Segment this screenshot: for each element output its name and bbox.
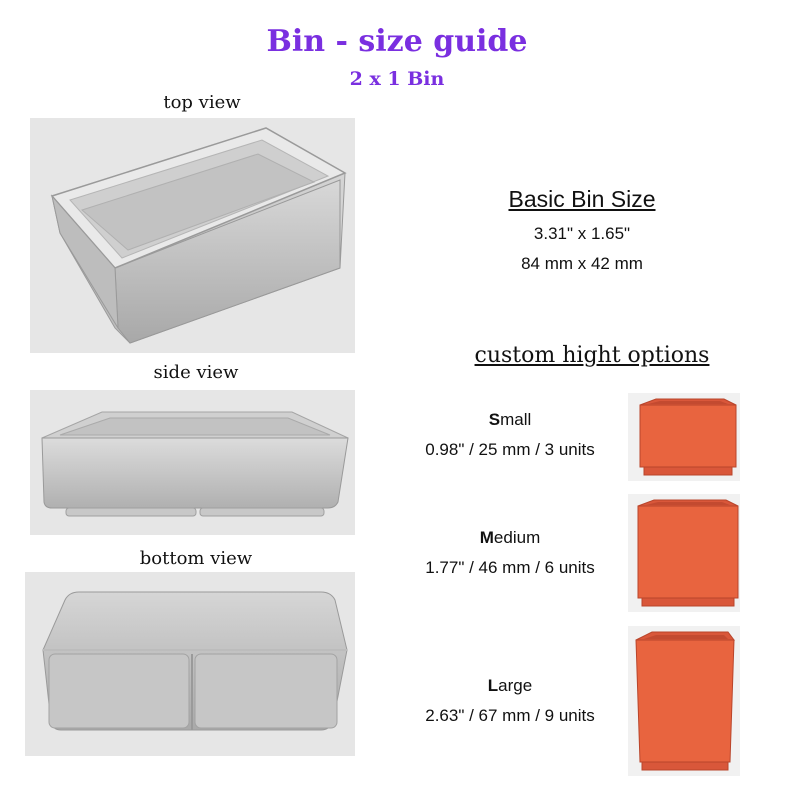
basic-bin-size-title: Basic Bin Size bbox=[508, 186, 656, 212]
small-bin-illustration bbox=[628, 393, 740, 481]
size-large-dims: 2.63" / 67 mm / 9 units bbox=[425, 706, 595, 725]
bottom-view-bin-illustration bbox=[25, 572, 355, 756]
side-view-label: side view bbox=[153, 362, 239, 383]
size-medium-dims: 1.77" / 46 mm / 6 units bbox=[425, 558, 595, 577]
custom-height-title: custom hight options bbox=[474, 343, 710, 368]
page-subtitle: 2 x 1 Bin bbox=[349, 68, 445, 90]
top-view-image bbox=[30, 118, 355, 353]
small-bin-image bbox=[628, 393, 740, 481]
basic-size-inches: 3.31" x 1.65" bbox=[533, 224, 631, 243]
top-view-label: top view bbox=[163, 92, 241, 113]
top-view-bin-illustration bbox=[30, 118, 355, 353]
medium-bin-image bbox=[628, 494, 740, 612]
size-medium-initial: M bbox=[479, 528, 494, 547]
size-large-initial: L bbox=[487, 676, 499, 695]
size-small-dims: 0.98" / 25 mm / 3 units bbox=[425, 440, 595, 459]
large-bin-image bbox=[628, 626, 740, 776]
basic-size-mm: 84 mm x 42 mm bbox=[521, 254, 643, 273]
size-large-name bbox=[385, 676, 635, 696]
size-small-name bbox=[385, 410, 635, 430]
bottom-view-image bbox=[25, 572, 355, 756]
size-medium-rest: edium bbox=[493, 528, 541, 547]
medium-bin-illustration bbox=[628, 494, 740, 612]
large-bin-illustration bbox=[628, 626, 740, 776]
side-view-image bbox=[30, 390, 355, 535]
bottom-view-label: bottom view bbox=[139, 548, 253, 569]
size-small-initial: S bbox=[488, 410, 501, 429]
side-view-bin-illustration bbox=[30, 390, 355, 535]
page-title: Bin - size guide bbox=[266, 24, 528, 59]
size-medium-name bbox=[385, 528, 635, 548]
size-small-rest: mall bbox=[500, 410, 532, 429]
size-large-rest: arge bbox=[498, 676, 533, 695]
